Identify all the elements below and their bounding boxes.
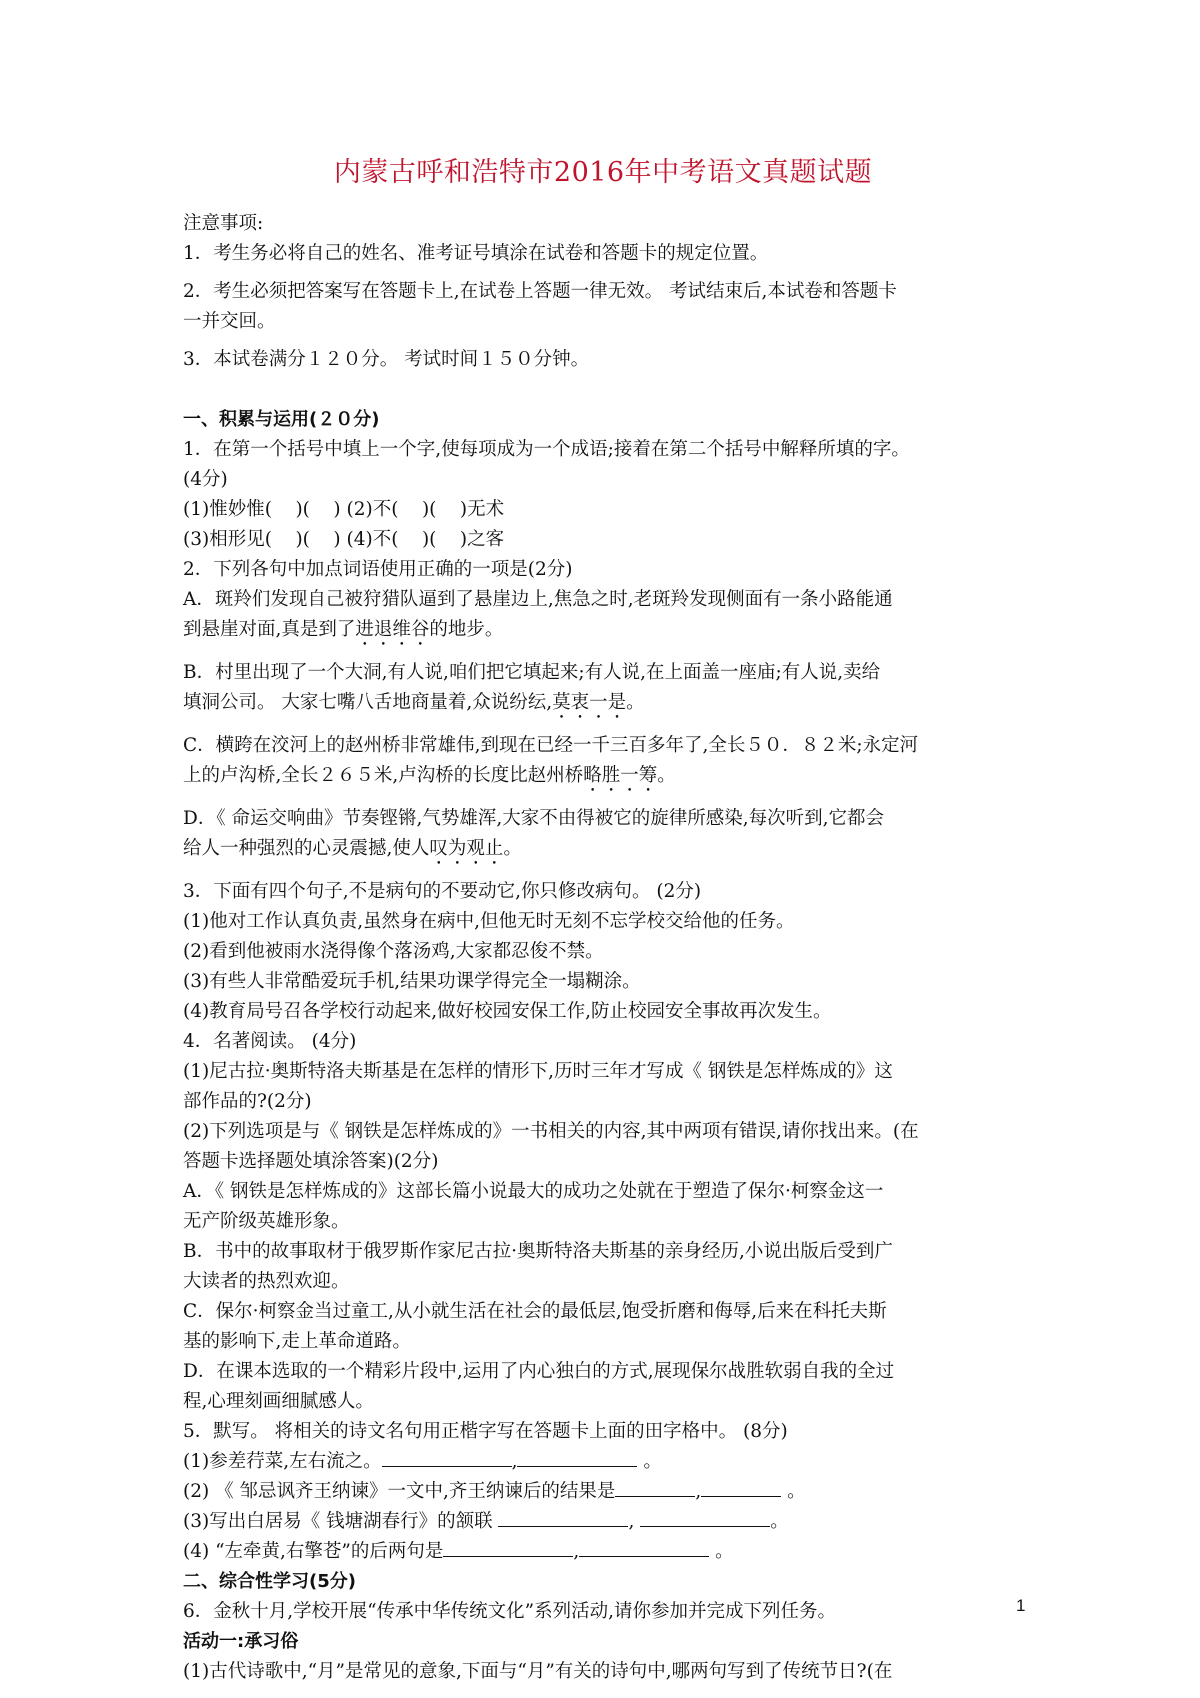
question-line: (1)他对工作认真负责,虽然身在病中,但他无时无刻不忘学校交给他的任务。 [183, 911, 795, 932]
question-line: 无产阶级英雄形象。 [183, 1211, 350, 1232]
text: 。 [503, 838, 522, 859]
text: 到悬崖对面,真是到了 [183, 619, 356, 640]
text: , [695, 1481, 702, 1502]
option-b-line [183, 688, 1023, 723]
question-line: A．《 钢铁是怎样炼成的》这部长篇小说最大的成功之处就在于塑造了保尔·柯察金这一 [183, 1181, 884, 1202]
question-line: 大读者的热烈欢迎。 [183, 1271, 350, 1292]
text: 填洞公司。 大家七嘴八舌地商量着,众说纷纭, [183, 692, 553, 713]
page-title: 内蒙古呼和浩特市2016年中考语文真题试题 [333, 157, 873, 188]
question-line: (3)相形见( )( ) (4)不( )( )之客 [183, 529, 505, 550]
emphasized-word: 进退维谷 [355, 619, 430, 640]
question-line: 答题卡选择题处填涂答案)(2分) [183, 1151, 439, 1172]
answer-blank[interactable] [382, 1448, 512, 1467]
fill-line [183, 1477, 1023, 1507]
section2-heading: 二、综合性学习(5分) [183, 1571, 356, 1592]
text: (2) 《 邹忌讽齐王纳谏》一文中,齐王纳谏后的结果是 [183, 1481, 616, 1502]
page-number: 1 [1016, 1596, 1026, 1615]
question-line: 1．在第一个括号中填上一个字,使每项成为一个成语;接着在第二个括号中解释所填的字。 [183, 439, 910, 460]
text: , [573, 1541, 580, 1562]
question-line: C．保尔·柯察金当过童工,从小就生活在社会的最低层,饱受折磨和侮辱,后来在科托夫斯 [183, 1301, 887, 1322]
answer-blank[interactable] [615, 1478, 695, 1497]
text: 。 [787, 1481, 806, 1502]
note-line: 1．考生务必将自己的姓名、准考证号填涂在试卷和答题卡的规定位置。 [183, 243, 769, 264]
text: 。 [626, 692, 645, 713]
answer-blank[interactable] [579, 1538, 709, 1557]
emphasized-word: 略胜一筹 [583, 765, 658, 786]
question-line: 基的影响下,走上革命道路。 [183, 1331, 411, 1352]
answer-blank[interactable] [498, 1508, 628, 1527]
text: 。 [770, 1511, 789, 1532]
fill-line [183, 1537, 1023, 1567]
answer-blank[interactable] [701, 1478, 781, 1497]
question-line: (2)看到他被雨水浇得像个落汤鸡,大家都忍俊不禁。 [183, 941, 604, 962]
text: 。 [643, 1451, 662, 1472]
text: 。 [715, 1541, 734, 1562]
option-c-line: C．横跨在洨河上的赵州桥非常雄伟,到现在已经一千三百多年了,全长５０．８２米;永定河 [183, 735, 919, 756]
question-line: (1)古代诗歌中,“月”是常见的意象,下面与“月”有关的诗句中,哪两句写到了传统节日?(在 [183, 1661, 893, 1682]
question-line: (3)有些人非常酷爱玩手机,结果功课学得完全一塌糊涂。 [183, 971, 641, 992]
text: 。 [657, 765, 676, 786]
note-line: 2．考生必须把答案写在答题卡上,在试卷上答题一律无效。 考试结束后,本试卷和答题卡 [183, 281, 897, 302]
question-line: 3．下面有四个句子,不是病句的不要动它,你只修改病句。 (2分) [183, 881, 702, 902]
question-line: 程,心理刻画细腻感人。 [183, 1391, 374, 1412]
note-line: 一并交回。 [183, 311, 276, 332]
question-line: 6．金秋十月,学校开展“传承中华传统文化”系列活动,请你参加并完成下列任务。 [183, 1601, 836, 1622]
section1-heading: 一、积累与运用(２０分) [183, 409, 380, 430]
text: (1)参差荇菜,左右流之。 [183, 1451, 382, 1472]
option-d-line: D．《 命运交响曲》节奏铿锵,气势雄浑,大家不由得被它的旋律所感染,每次听到,它都会 [183, 808, 884, 829]
text: 给人一种强烈的心灵震撼,使人 [183, 838, 430, 859]
exam-content [183, 150, 1026, 1687]
text: (4) “左牵黄,右擎苍”的后两句是 [183, 1541, 444, 1562]
option-b-line: B．村里出现了一个大洞,有人说,咱们把它填起来;有人说,在上面盖一座庙;有人说,卖给 [183, 662, 881, 683]
fill-line [183, 1447, 1023, 1477]
option-d-line [183, 834, 1023, 869]
question-line: (1)惟妙惟( )( ) (2)不( )( )无术 [183, 499, 505, 520]
answer-blank[interactable] [443, 1538, 573, 1557]
text: 上的卢沟桥,全长２６５米,卢沟桥的长度比赵州桥 [183, 765, 584, 786]
text: 的地步。 [429, 619, 504, 640]
fill-line [183, 1507, 1023, 1537]
option-a-line [183, 615, 1023, 650]
answer-blank[interactable] [517, 1448, 637, 1467]
question-line: D．在课本选取的一个精彩片段中,运用了内心独白的方式,展现保尔战胜软弱自我的全过 [183, 1361, 895, 1382]
text: (3)写出白居易《 钱塘湖春行》的颔联 [183, 1511, 499, 1532]
option-a-line: A．斑羚们发现自己被狩猎队逼到了悬崖边上,焦急之时,老斑羚发现侧面有一条小路能通 [183, 589, 893, 610]
option-c-line [183, 761, 1023, 796]
question-line: 部作品的?(2分) [183, 1091, 312, 1112]
question-stem: 2．下列各句中加点词语使用正确的一项是(2分) [183, 559, 573, 580]
question-line: (1)尼古拉·奥斯特洛夫斯基是在怎样的情形下,历时三年才写成《 钢铁是怎样炼成的》这 [183, 1061, 893, 1082]
activity-heading: 活动一:承习俗 [183, 1631, 299, 1652]
answer-blank[interactable] [640, 1508, 770, 1527]
question-line: (4)教育局号召各学校行动起来,做好校园安保工作,防止校园安全事故再次发生。 [183, 1001, 832, 1022]
question-stem: 5．默写。 将相关的诗文名句用正楷字写在答题卡上面的田字格中。 (8分) [183, 1421, 788, 1442]
text: , [511, 1451, 518, 1472]
notes-heading: 注意事项: [183, 213, 264, 234]
emphasized-word: 莫衷一是 [552, 692, 627, 713]
question-line: (2)下列选项是与《 钢铁是怎样炼成的》一书相关的内容,其中两项有错误,请你找出来。(在 [183, 1121, 919, 1142]
emphasized-word: 叹为观止 [429, 838, 504, 859]
note-line: 3．本试卷满分１２０分。 考试时间１５０分钟。 [183, 349, 590, 370]
question-line: 4．名著阅读。 (4分) [183, 1031, 357, 1052]
text: , [628, 1511, 635, 1532]
question-line: B．书中的故事取材于俄罗斯作家尼古拉·奥斯特洛夫斯基的亲身经历,小说出版后受到广 [183, 1241, 893, 1262]
question-line: (4分) [183, 469, 228, 490]
